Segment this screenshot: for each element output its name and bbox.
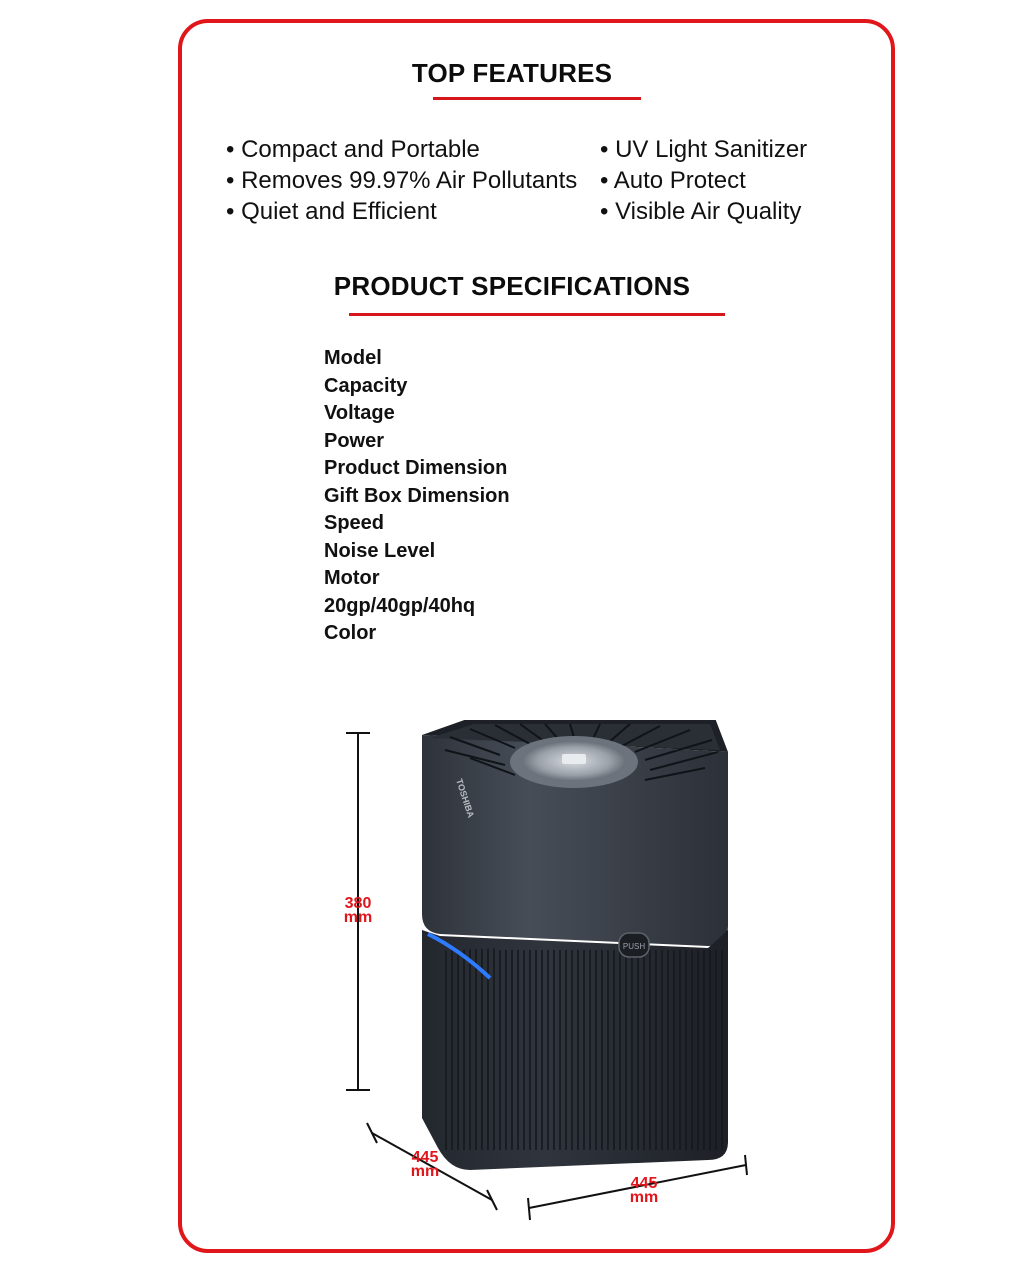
spec-label-product-dimension: Product Dimension bbox=[324, 457, 508, 479]
feature-item: • Removes 99.97% Air Pollutants bbox=[226, 167, 578, 194]
feature-item: • Visible Air Quality bbox=[600, 198, 802, 225]
depth-unit: mm bbox=[410, 1163, 440, 1180]
spec-label-noise-level: Noise Level bbox=[324, 539, 436, 562]
feature-item: • Compact and Portable bbox=[226, 136, 480, 163]
top-features-title: TOP FEATURES bbox=[411, 58, 613, 88]
spec-label-gift-box-dimension: Gift Box Dimension bbox=[324, 484, 510, 507]
height-dimension-label bbox=[340, 897, 376, 925]
brand-logo: TOSHIBA bbox=[454, 777, 477, 819]
spec-labels-list bbox=[324, 345, 510, 648]
spec-label-container-load: 20gp/40gp/40hq bbox=[324, 594, 476, 617]
feature-item: • UV Light Sanitizer bbox=[600, 136, 808, 163]
width-value: 445 bbox=[630, 1175, 658, 1192]
spec-label-voltage: Voltage bbox=[324, 402, 395, 424]
depth-dimension-label bbox=[407, 1151, 443, 1179]
width-unit: mm bbox=[629, 1189, 659, 1206]
product-specifications-underline bbox=[349, 313, 725, 316]
air-quality-display bbox=[562, 754, 586, 764]
product-specifications-title: PRODUCT SPECIFICATIONS bbox=[333, 271, 691, 301]
purifier-lower-body bbox=[422, 930, 728, 1170]
features-left-list bbox=[226, 134, 577, 227]
lower-vent-ribs bbox=[446, 948, 722, 1150]
top-features-underline bbox=[433, 97, 641, 100]
spec-label-speed: Speed bbox=[324, 512, 385, 534]
height-unit: mm bbox=[343, 909, 373, 926]
spec-label-model: Model bbox=[324, 347, 382, 369]
height-value: 380 bbox=[344, 895, 372, 912]
width-dimension-label bbox=[626, 1177, 662, 1205]
depth-value: 445 bbox=[411, 1149, 439, 1166]
air-purifier-image bbox=[330, 720, 770, 1230]
spec-label-power: Power bbox=[324, 429, 385, 452]
features-right-list bbox=[600, 134, 807, 227]
feature-item: • Auto Protect bbox=[600, 167, 746, 194]
spec-label-motor: Motor bbox=[324, 567, 380, 589]
push-button-label: PUSH bbox=[622, 942, 646, 951]
feature-item: • Quiet and Efficient bbox=[226, 198, 437, 225]
spec-label-capacity: Capacity bbox=[324, 374, 408, 397]
spec-label-color: Color bbox=[324, 622, 377, 644]
